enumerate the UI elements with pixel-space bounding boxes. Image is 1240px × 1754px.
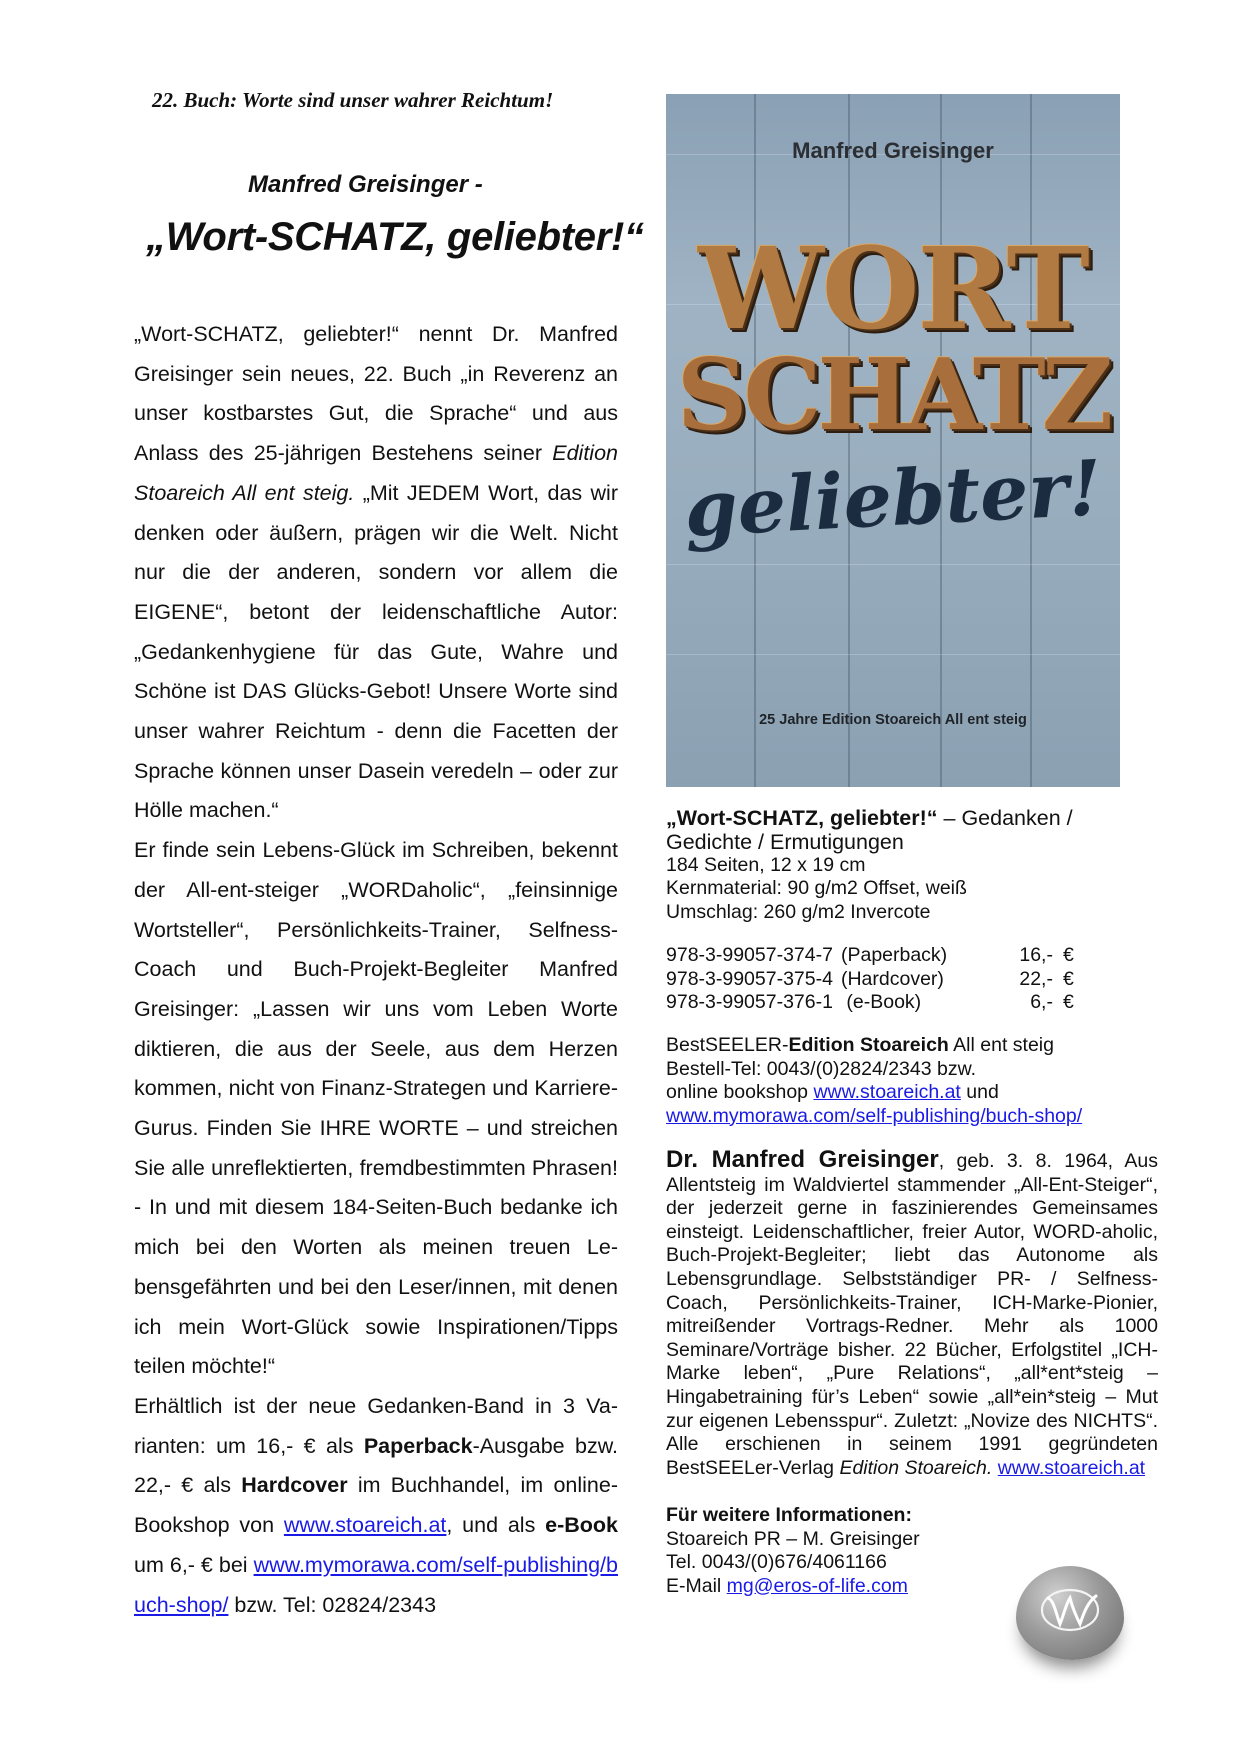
publisher-name [666, 1034, 1158, 1057]
isbn-table [666, 944, 1074, 1014]
book-specs [666, 854, 1158, 924]
stoareich-link[interactable]: www.stoareich.at [283, 1513, 447, 1538]
bio-author-name: Dr. Manfred Greisinger [666, 1146, 939, 1174]
author-bio [666, 1148, 1158, 1480]
format-ebook: e-Book [545, 1513, 618, 1538]
paragraph-text: um 6,- € bei [134, 1552, 254, 1577]
mymorawa-line [666, 1105, 1158, 1128]
paragraph-text: im Buchhandel, im online-Bookshop von [134, 1473, 618, 1538]
paragraph-text: „Wort-SCHATZ, geliebter!“ nennt Dr. Manfred Greisinger sein neues, 22. Buch „in Reverenz an unser kostbarstes Gut, die Sprache“ und aus Anlass des 25-jährigen Bestehens seiner [134, 322, 618, 466]
table-row [666, 991, 1074, 1014]
book-title: „Wort-SCHATZ, geliebter!“ [666, 806, 938, 830]
bio-text: , geb. 3. 8. 1964, Aus Allentsteig im Waldviertel stammender „All-Ent-Steiger“, der jederzeit gerne in faszinierendes Gemeinsames einsteigt. Leidenschaftlicher, freier Autor, WORD-aholic, Buch-Projekt-Begleiter; liebt das Autonome als Lebensgrundlage. Selbstständiger PR- / Selfness-Coach, Persönlichkeits-Trainer, ICH-Marke-Pionier, mitreißender Vortrags-Redner. Mehr als 1000 Seminare/Vorträge bisher. 22 Bücher, Erfolgstitel „ICH-Marke leben“, „Pure Relations“, „all*ent*steig – Hingabetraining für’s Leben“ sowie „all*ein*steig – Mut zur eigenen Lebensspur“. Zuletzt: „Novize des NICHTS“. Alle erschienen in seinem 1991 gegründeten BestSEELer-Verlag [666, 1150, 1158, 1479]
paragraph-text: bzw. Tel: 02824/2343 [228, 1592, 437, 1617]
article-column [134, 82, 644, 1625]
format: (e-Book) [840, 991, 922, 1014]
publisher-suffix: All ent steig [948, 1034, 1054, 1057]
publisher-block [666, 1034, 1158, 1128]
spec-pages: 184 Seiten, 12 x 19 cm [666, 854, 866, 876]
book-title-line [666, 806, 1158, 854]
article-paragraph-3 [134, 1387, 618, 1625]
table-row [666, 968, 1074, 991]
paragraph-text: Erhältlich ist der neue Gedanken-Band in 3 Varianten: um 16,- € als [134, 1393, 618, 1458]
cover-title-script: geliebter! [682, 443, 1104, 554]
spec-cover-material: Umschlag: 260 g/m2 Invercote [666, 900, 931, 923]
currency: € [1062, 991, 1074, 1014]
table-row [666, 944, 1074, 967]
order-phone: Bestell-Tel: 0043/(0)2824/2343 bzw. [666, 1057, 977, 1080]
price: 16,- [1019, 944, 1053, 967]
currency: € [1062, 944, 1074, 967]
book-subtitle: – Gedanken / Gedichte / Ermutigungen [666, 806, 1073, 854]
book-number-heading: 22. Buch: Worte sind unser wahrer Reichtum! [152, 88, 554, 112]
mymorawa-link[interactable]: www.mymorawa.com/self-publishing/buch-shop/ [134, 1552, 618, 1617]
paragraph-text: -Ausgabe bzw. 22,- € als [134, 1433, 619, 1498]
format-paperback: Paperback [363, 1433, 473, 1458]
article-paragraph-2: Er finde sein Lebens-Glück im Schreiben, bekennt der All-ent-steiger „WORDaholic“, „feinsinnige Wortsteller“, Persönlichkeits-Trainer, Selfness-Coach und Buch-Projekt-Begleiter Manfred Greisinger: „Lassen wir uns vom Leben Worte diktieren, die aus der Seele, aus dem Herzen kommen, nicht von Finanz-Strategen und Karriere-Gurus. Finden Sie IHRE WORTE – und streichen Sie alle unreflektierten, fremdbestimmten Phrasen! - In und mit diesem 184-Seiten-Buch bedanke ich mich bei den Worten als meinen treuen Lebensgefährten und bei den Leser/innen, mit denen ich mein Wort-Glück sowie Inspirationen/Tipps teilen möchte!“ [134, 838, 618, 1379]
publisher-prefix: BestSEELER- [666, 1034, 789, 1057]
cover-wood-grain [666, 654, 1120, 655]
stoareich-shop-link[interactable]: www.stoareich.at [813, 1081, 961, 1104]
cover-title-word2: SCHATZ [676, 338, 1110, 453]
bio-edition: Edition Stoareich. [839, 1456, 993, 1479]
isbn: 978-3-99057-374-7 [666, 944, 833, 967]
info-column [666, 806, 1158, 1598]
format: (Hardcover) [840, 967, 944, 990]
cover-title-word1: WORT [698, 224, 1088, 355]
isbn: 978-3-99057-376-1 [666, 991, 833, 1014]
spec-core-material: Kernmaterial: 90 g/m2 Offset, weiß [666, 877, 967, 900]
book-cover-image [666, 94, 1120, 787]
title-heading: „Wort-SCHATZ, geliebter!“ [146, 215, 644, 259]
format-hardcover: Hardcover [241, 1473, 348, 1498]
price: 6,- [1030, 991, 1053, 1014]
email-prefix: E-Mail [666, 1574, 727, 1597]
price: 22,- [1019, 967, 1053, 990]
publisher-edition: Edition Stoareich [788, 1034, 949, 1057]
shop-prefix: online bookshop [666, 1081, 814, 1104]
mymorawa-shop-link[interactable]: www.mymorawa.com/self-publishing/buch-shop/ [666, 1104, 1083, 1127]
contact-name: Stoareich PR – M. Greisinger [666, 1527, 920, 1550]
w-monogram-stone-icon [1016, 1566, 1124, 1660]
currency: € [1062, 967, 1074, 990]
w-monogram-icon [1038, 1584, 1102, 1636]
edition-name: Edition Stoareich All ent steig. [134, 441, 618, 505]
bio-stoareich-link[interactable]: www.stoareich.at [997, 1456, 1146, 1479]
cover-edition-line: 25 Jahre Edition Stoareich All ent steig [759, 712, 1027, 728]
online-shop-line [666, 1081, 1158, 1104]
email-link[interactable]: mg@eros-of-life.com [726, 1574, 908, 1597]
paragraph-text: , und als [446, 1513, 546, 1538]
author-heading: Manfred Greisinger - [248, 171, 483, 198]
shop-suffix: und [960, 1081, 999, 1104]
format: (Paperback) [840, 944, 948, 967]
paragraph-text: „Mit JEDEM Wort, das wir denken oder äußern, prägen wir die Welt. Nicht nur die der anderen, sondern vor allem die EIGENE“, betont der leidenschaftliche Autor: „Gedankenhygiene für das Gute, Wahre und Schöne ist DAS Glücks-Gebot! Unsere Worte sind unser wahrer Reichtum - denn die Facetten der Sprache können unser Dasein veredeln – oder zur Hölle machen.“ [134, 480, 618, 823]
article-paragraph-1 [134, 315, 618, 831]
isbn: 978-3-99057-375-4 [666, 967, 833, 990]
cover-author: Manfred Greisinger [792, 138, 994, 163]
contact-heading: Für weitere Informationen: [666, 1504, 912, 1527]
contact-phone: Tel. 0043/(0)676/4061166 [666, 1551, 887, 1574]
cover-wood-grain [666, 564, 1120, 565]
article-body [134, 315, 618, 1625]
